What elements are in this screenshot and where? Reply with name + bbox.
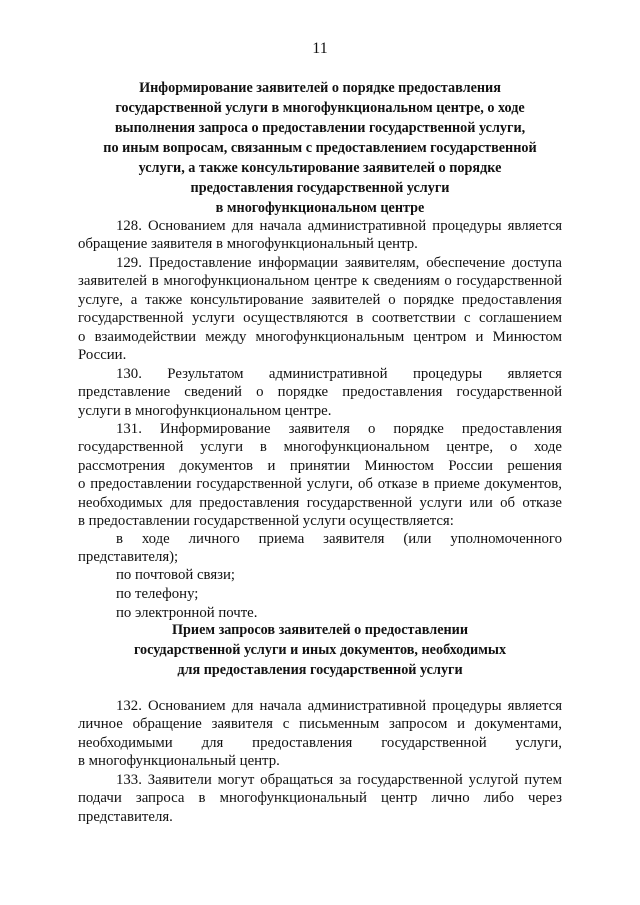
heading-line: предоставления государственной услуги — [190, 180, 450, 196]
text-line: личное обращение заявителя с письменным запросом и документами, — [78, 716, 562, 733]
text-line: представление сведений о порядке предоставления государственной — [78, 384, 562, 401]
text-line: представителя); — [78, 549, 179, 566]
text-line: обращение заявителя в многофункциональный центр. — [78, 236, 418, 253]
heading-line: в многофункциональном центре — [215, 200, 425, 216]
paragraph-131-continuation — [78, 530, 562, 567]
contact-methods-list — [116, 566, 257, 623]
heading-line: Прием запросов заявителей о предоставлении — [171, 622, 469, 638]
text-line: государственной услуги осуществляются в соответствии с соглашением — [78, 310, 562, 327]
text-line: о взаимодействии между многофункциональным центром и Минюстом — [78, 328, 562, 345]
list-item: по телефону; — [116, 586, 199, 602]
text-line: государственной услуги в многофункциональном центре, о ходе — [78, 439, 562, 456]
paragraph-133 — [78, 771, 562, 826]
paragraph-130 — [78, 365, 562, 420]
text-line: подачи запроса в многофункциональный центр лично либо через — [78, 790, 562, 807]
text-line: заявителей в многофункциональном центре к сведениям о государственной — [78, 273, 562, 290]
paragraph-128 — [78, 217, 562, 254]
text-line: в предоставлении государственной услуги осуществляется: — [78, 512, 454, 529]
text-line: услуги в многофункциональном центре. — [78, 402, 332, 419]
text-line: в многофункциональный центр. — [78, 753, 280, 770]
heading-line: государственной услуги в многофункциональном центре, о ходе — [115, 100, 525, 116]
text-line: России. — [78, 346, 127, 363]
heading-line: государственной услуги и иных документов, необходимых — [133, 642, 507, 658]
paragraph-129 — [78, 254, 562, 364]
text-line: представителя. — [78, 808, 173, 825]
paragraph-131 — [78, 420, 562, 530]
heading-line: по иным вопросам, связанным с предоставлением государственной — [103, 140, 537, 156]
text-line: необходимыми для предоставления государственной услуги, — [78, 734, 562, 751]
text-line: 128. Основанием для начала административной процедуры является — [116, 218, 562, 234]
heading-line: Информирование заявителей о порядке предоставления — [139, 80, 501, 96]
text-line: 130. Результатом административной процедуры является — [116, 366, 562, 382]
list-item: по почтовой связи; — [116, 567, 236, 583]
heading-line: для предоставления государственной услуги — [177, 662, 463, 678]
text-line: о предоставлении государственной услуги, об отказе в приеме документов, — [78, 476, 562, 493]
text-line: рассмотрения документов и принятии Минюстом России решения — [78, 457, 562, 474]
text-line: услуге, а также консультирование заявителей о порядке предоставления — [78, 291, 562, 308]
heading-line: выполнения запроса о предоставлении государственной услуги, — [114, 120, 526, 136]
text-line: 129. Предоставление информации заявителям, обеспечение доступа — [116, 255, 562, 271]
text-line: 132. Основанием для начала административной процедуры является — [116, 698, 562, 714]
page-number: 11 — [312, 40, 328, 57]
text-line: 131. Информирование заявителя о порядке предоставления — [116, 421, 562, 437]
text-line: необходимых для предоставления государственной услуги или об отказе — [78, 494, 562, 511]
section-heading-informing — [60, 78, 580, 218]
heading-line: услуги, а также консультирование заявителей о порядке — [138, 160, 502, 176]
list-item: по электронной почте. — [116, 605, 258, 621]
text-line: 133. Заявители могут обращаться за государственной услугой путем — [116, 772, 562, 788]
section-heading-requests — [60, 620, 580, 680]
paragraph-132 — [78, 697, 562, 771]
text-line: в ходе личного приема заявителя (или уполномоченного — [116, 531, 562, 547]
